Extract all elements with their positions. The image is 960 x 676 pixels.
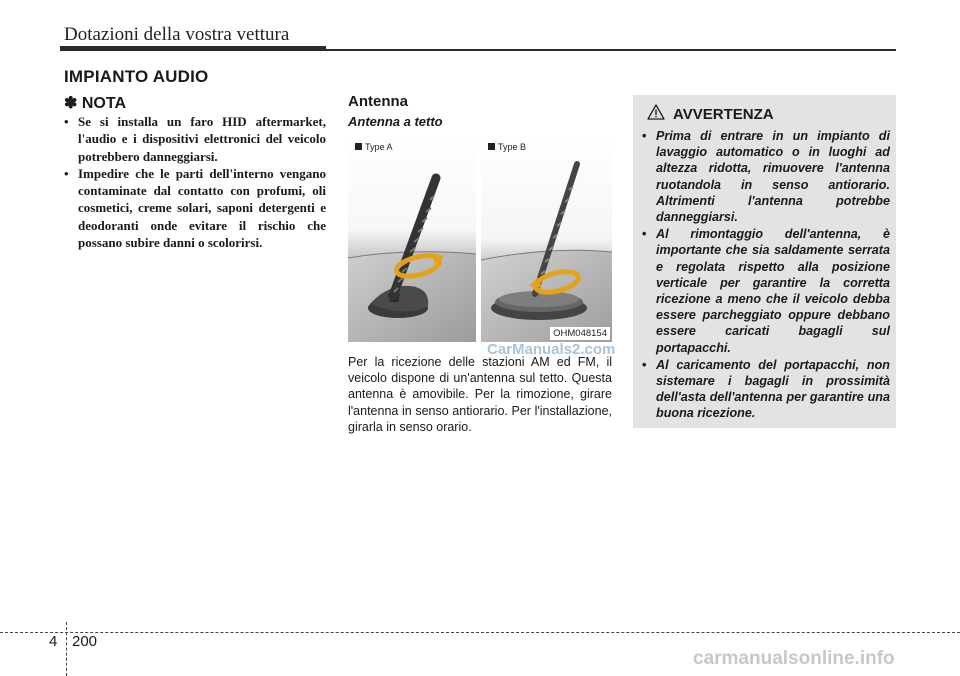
warning-box: [633, 95, 896, 428]
page-number: 200: [72, 633, 98, 650]
antenna-subheading: Antenna a tetto: [348, 114, 443, 129]
header-title: Dotazioni della vostra vettura: [64, 24, 290, 45]
warning-heading: AVVERTENZA: [673, 106, 774, 123]
figure-code: OHM048154: [550, 327, 610, 340]
antenna-type-a-illustration: [348, 136, 476, 342]
chapter-number: 4: [49, 633, 58, 650]
antenna-figure-type-a: [348, 136, 476, 342]
antenna-figure-type-b: [481, 136, 612, 342]
watermark: CarManuals2.com: [487, 341, 616, 358]
warning-triangle-icon: [647, 104, 665, 120]
figure-label-type-a: [355, 142, 393, 152]
warning-item: • Al rimontaggio dell'antenna, è importante che sia saldamente serrata e regolata rispetto alla posizione verticale per garantire la corretta ricezione a meno che il veicolo debba essere parcheggiato oppure debbano essere caricati bagagli sul portapacchi.: [642, 226, 890, 356]
figure-label-text: Type B: [498, 142, 527, 152]
header-rule: [60, 46, 326, 51]
nota-item: • Se si installa un faro HID aftermarket, l'audio e i dispositivi elettronici del veicolo potrebbero danneggiarsi.: [64, 113, 326, 165]
figure-label-type-b: [488, 142, 526, 152]
nota-item: • Impedire che le parti dell'interno vengano contaminate dal contatto con profumi, oli cosmetici, creme solari, saponi detergenti e deodoranti onde evitare il rischio che possano subire danni o scolorirsi.: [64, 165, 326, 251]
header-rule-thin: [326, 49, 896, 51]
footer-rule: [0, 632, 960, 633]
warning-item: • Al caricamento del portapacchi, non sistemare i bagagli in prossimità dell'asta dell'antenna per garantire una buona ricezione.: [642, 357, 890, 422]
antenna-body-text: Per la ricezione delle stazioni AM ed FM, il veicolo dispone di un'antenna sul tetto. Questa antenna è amovibile. Per la rimozione, girare l'antenna in senso antiorario. Per l'installazione, girarla in senso orario.: [348, 355, 612, 434]
figure-label-text: Type A: [365, 142, 393, 152]
warning-item: • Prima di entrare in un impianto di lavaggio automatico o in luoghi ad altezza ridotta, rimuovere l'antenna ruotandola in senso antiorario. Altrimenti l'antenna potrebbe danneggiarsi.: [642, 128, 890, 225]
nota-heading: ✽ NOTA: [64, 95, 126, 112]
footer-site-watermark: carmanualsonline.info: [693, 648, 895, 669]
warning-list: [642, 128, 890, 423]
footer-divider: [66, 622, 67, 676]
antenna-heading: Antenna: [348, 93, 408, 110]
nota-list: [64, 113, 326, 251]
square-bullet-icon: [488, 143, 495, 150]
antenna-type-b-illustration: [481, 136, 612, 342]
section-title: IMPIANTO AUDIO: [64, 67, 209, 86]
square-bullet-icon: [355, 143, 362, 150]
